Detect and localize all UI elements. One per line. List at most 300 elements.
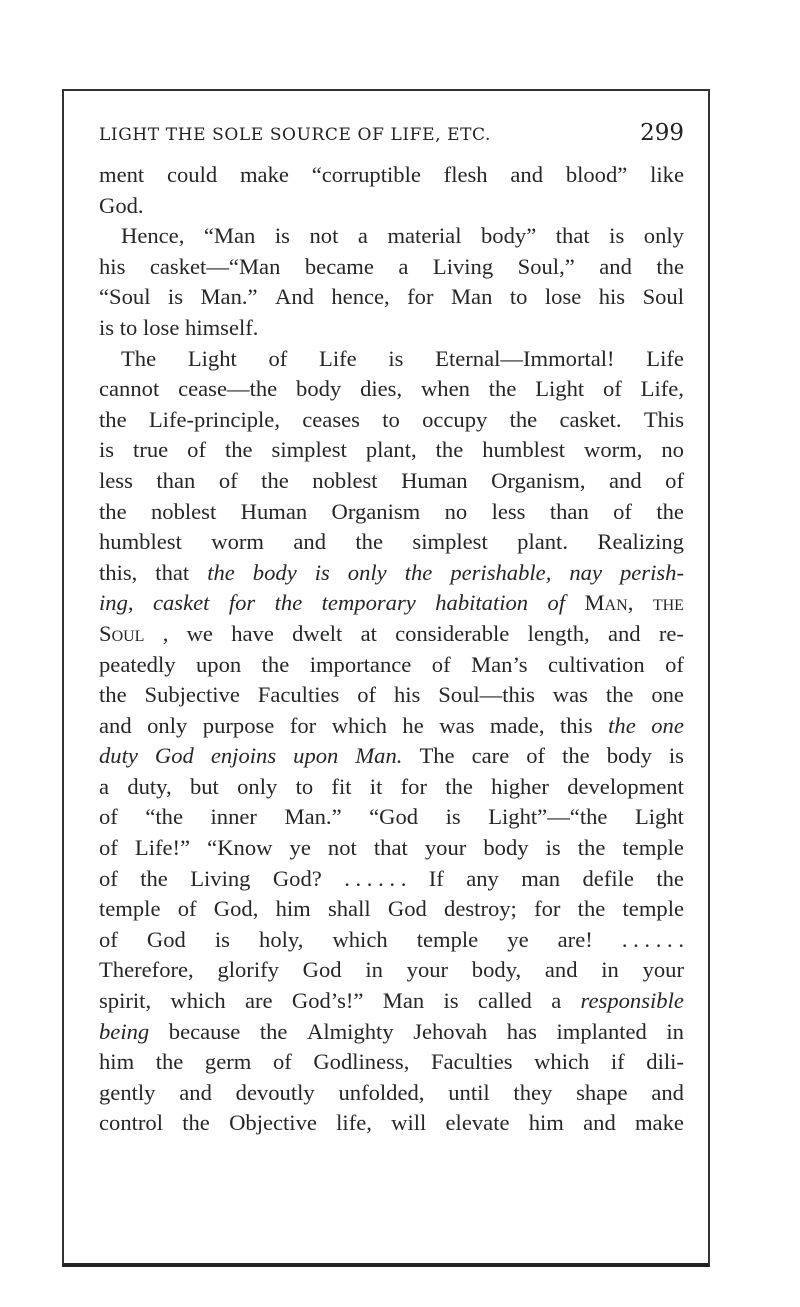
text-word: Hence,: [121, 223, 185, 249]
text-word: the: [577, 835, 606, 861]
text-word: his: [598, 284, 626, 310]
text-word: The: [419, 743, 455, 769]
running-head: [99, 120, 684, 160]
text-word: this,: [99, 559, 138, 585]
text-word: the: [656, 865, 684, 891]
text-word: ceases: [302, 406, 360, 432]
text-word: Life-principle,: [148, 406, 280, 432]
text-word: him: [275, 896, 311, 922]
text-word: cease—the: [178, 376, 278, 402]
text-word: Life: [319, 345, 357, 371]
text-word: “the: [145, 804, 183, 830]
text-word: true: [133, 437, 169, 463]
text-word: upon: [195, 651, 242, 677]
text-word: God.: [99, 192, 144, 218]
text-word: fit: [331, 773, 352, 799]
text-word: for: [400, 773, 427, 799]
text-word: of: [613, 498, 632, 524]
text-word: The: [121, 345, 157, 371]
text-word: than: [549, 498, 589, 524]
text-word: plant,: [365, 437, 417, 463]
text-word: the: [656, 498, 684, 524]
text-word: responsible: [580, 988, 684, 1014]
text-word: and: [544, 957, 578, 983]
text-word: and: [179, 1079, 212, 1105]
text-word: than: [156, 467, 196, 493]
text-word: he: [402, 712, 424, 738]
text-word: habitation: [435, 590, 529, 616]
text-word: which: [170, 988, 226, 1014]
text-word: elevate: [445, 1110, 510, 1136]
body-text: [99, 160, 684, 1139]
text-word: is: [314, 559, 330, 585]
text-word: it: [369, 773, 383, 799]
text-word: God’s!”: [291, 988, 364, 1014]
text-word: noblest: [312, 467, 378, 493]
text-line: [99, 588, 684, 619]
text-line: [99, 802, 684, 833]
text-word: no: [661, 437, 684, 463]
text-word: is: [214, 926, 230, 952]
text-word: the: [656, 253, 684, 279]
text-line: [99, 650, 684, 681]
text-word: no: [444, 498, 468, 524]
text-word: the: [652, 590, 684, 616]
text-word: duty: [99, 743, 138, 769]
text-word: Faculties: [257, 682, 340, 708]
text-line: [99, 282, 684, 313]
text-word: at: [360, 620, 377, 646]
text-word: humblest: [99, 529, 182, 555]
text-word: lose: [544, 284, 582, 310]
text-word: was: [439, 712, 475, 738]
text-word: Soul,”: [517, 253, 575, 279]
text-word: and: [583, 1110, 616, 1136]
text-word: your: [642, 957, 684, 983]
text-word: that: [555, 223, 590, 249]
page-content: [99, 120, 684, 1139]
text-word: body: [252, 559, 297, 585]
text-word: the: [577, 896, 606, 922]
text-line: [99, 619, 684, 650]
text-word: and: [99, 712, 132, 738]
text-word: importance: [309, 651, 412, 677]
text-word: is: [99, 314, 115, 340]
text-line: [99, 1017, 684, 1048]
text-word: higher: [491, 773, 549, 799]
text-word: have: [231, 620, 274, 646]
text-word: your: [406, 957, 449, 983]
text-word: the: [259, 1018, 288, 1044]
text-word: “corruptible: [311, 162, 421, 187]
text-word: flesh: [443, 162, 488, 187]
text-word: of: [357, 682, 377, 708]
text-word: the: [608, 712, 636, 738]
text-line: [99, 558, 684, 589]
text-line: [99, 344, 684, 375]
text-word: This: [643, 406, 684, 432]
text-word: the: [261, 651, 290, 677]
text-word: of: [603, 376, 622, 402]
text-word: cannot: [99, 376, 160, 402]
text-word: of: [99, 804, 118, 830]
text-word: of: [177, 896, 197, 922]
text-word: Living: [432, 253, 494, 279]
text-word: glorify: [217, 957, 279, 983]
text-word: the: [99, 498, 127, 524]
text-word: are!: [557, 926, 593, 952]
text-word: of: [99, 926, 118, 952]
text-line: [99, 466, 684, 497]
text-word: Light”—“the: [488, 804, 608, 830]
text-word: of: [431, 651, 451, 677]
text-line: [99, 1047, 684, 1078]
text-word: of: [99, 835, 118, 861]
text-word: the: [224, 437, 253, 463]
text-word: only: [643, 223, 684, 249]
text-word: God,: [213, 896, 259, 922]
text-word: “Man: [203, 223, 256, 249]
text-word: Man.: [355, 743, 403, 769]
text-word: Eternal—Immortal!: [435, 345, 615, 371]
text-word: dies,: [360, 376, 403, 402]
text-word: like: [650, 162, 684, 187]
text-word: ing,: [99, 590, 134, 616]
text-word: purpose: [202, 712, 275, 738]
text-word: noblest: [150, 498, 217, 524]
text-word: the: [355, 529, 384, 555]
text-word: make: [239, 162, 289, 187]
text-word: shape: [576, 1079, 628, 1105]
text-word: ye: [289, 835, 311, 861]
text-word: Man: [450, 284, 493, 310]
text-word: that: [373, 835, 408, 861]
text-line: [99, 527, 684, 558]
text-word: and: [607, 620, 641, 646]
text-line: [99, 986, 684, 1017]
text-word: God?: [272, 865, 322, 891]
text-word: this: [559, 712, 593, 738]
text-line: [99, 1108, 684, 1139]
text-word: for: [407, 284, 434, 310]
text-word: of: [99, 865, 118, 891]
text-word: the: [445, 773, 473, 799]
text-word: is: [445, 804, 461, 830]
text-word: of: [665, 651, 684, 677]
text-word: and: [293, 529, 326, 555]
text-word: ,: [162, 620, 169, 646]
text-word: body,: [471, 957, 522, 983]
text-word: less: [491, 498, 526, 524]
text-word: God: [387, 896, 427, 922]
text-word: Objective: [229, 1110, 317, 1136]
text-word: are: [244, 988, 273, 1014]
text-word: Man.”: [284, 804, 342, 830]
text-word: because: [168, 1018, 241, 1044]
text-word: the: [509, 406, 538, 432]
text-word: Almighty: [307, 1018, 394, 1044]
text-word: casket—“Man: [149, 253, 281, 279]
text-word: simplest: [412, 529, 488, 555]
text-word: destroy;: [444, 896, 517, 922]
text-word: a: [99, 773, 110, 799]
text-word: plant.: [517, 529, 568, 555]
text-word: of: [272, 1049, 292, 1075]
text-word: life,: [336, 1110, 372, 1136]
text-word: Godliness,: [313, 1049, 410, 1075]
text-line: [99, 894, 684, 925]
text-word: God: [154, 743, 194, 769]
text-word: only: [347, 559, 387, 585]
text-line: [99, 252, 684, 283]
text-word: temple: [622, 835, 684, 861]
text-word: control: [99, 1110, 163, 1136]
text-word: is: [388, 345, 404, 371]
text-word: perish-: [619, 559, 684, 585]
text-word: God: [302, 957, 342, 983]
text-word: body: [296, 376, 342, 402]
text-word: Soul—this: [438, 682, 535, 708]
text-word: Life: [646, 345, 684, 371]
text-word: is: [668, 743, 684, 769]
text-word: Soul: [642, 284, 684, 310]
text-word: himself.: [185, 314, 259, 340]
text-word: holy,: [259, 926, 304, 952]
text-word: to: [382, 406, 400, 432]
text-word: if: [610, 1049, 625, 1075]
text-line: [99, 313, 684, 344]
text-word: is: [167, 284, 183, 310]
text-word: dwelt: [292, 620, 343, 646]
text-word: Realizing: [597, 529, 684, 555]
text-line: [99, 497, 684, 528]
text-word: the: [605, 682, 634, 708]
text-word: we: [186, 620, 213, 646]
text-word: temple: [99, 896, 161, 922]
text-word: gently: [99, 1079, 156, 1105]
text-word: . . . . . .: [344, 865, 407, 891]
text-word: ment: [99, 162, 145, 187]
text-word: unfolded,: [338, 1079, 425, 1105]
text-word: the: [182, 1110, 210, 1136]
text-word: Man.”: [200, 284, 258, 310]
text-word: spirit,: [99, 988, 152, 1014]
text-word: will: [391, 1110, 427, 1136]
text-word: re-: [658, 620, 684, 646]
text-word: considerable: [395, 620, 510, 646]
text-word: casket.: [559, 406, 622, 432]
text-word: of: [526, 743, 546, 769]
text-word: simplest: [271, 437, 347, 463]
text-word: temple: [416, 926, 479, 952]
text-word: not: [327, 835, 357, 861]
text-word: called: [477, 988, 532, 1014]
text-word: has: [506, 1018, 537, 1044]
text-word: worm: [211, 529, 264, 555]
text-word: him: [99, 1049, 135, 1075]
text-word: him: [528, 1110, 564, 1136]
text-word: the: [435, 437, 464, 463]
text-line: [99, 955, 684, 986]
text-word: they: [513, 1079, 553, 1105]
text-word: the: [261, 467, 289, 493]
text-word: is: [99, 437, 115, 463]
text-word: of: [187, 437, 206, 463]
text-word: is: [443, 988, 459, 1014]
text-word: God: [146, 926, 186, 952]
text-word: not: [309, 223, 339, 249]
text-word: became: [304, 253, 374, 279]
text-word: body: [483, 835, 529, 861]
text-word: If: [428, 865, 444, 891]
text-line: [99, 221, 684, 252]
text-word: temple: [622, 896, 684, 922]
text-word: peatedly: [99, 651, 176, 677]
text-word: . . . . . .: [621, 926, 684, 952]
text-word: body: [606, 743, 652, 769]
text-word: the: [99, 406, 127, 432]
text-word: his: [99, 253, 126, 279]
text-word: man: [521, 865, 561, 891]
text-word: which: [534, 1049, 590, 1075]
text-word: which: [331, 712, 387, 738]
text-word: And: [275, 284, 314, 310]
text-word: Human: [401, 467, 468, 493]
text-word: only: [237, 773, 278, 799]
text-word: the: [155, 1049, 184, 1075]
text-word: care: [471, 743, 510, 769]
text-line: [99, 711, 684, 742]
text-word: Man,: [584, 590, 634, 616]
running-head-title: LIGHT THE SOLE SOURCE OF LIFE, ETC.: [99, 125, 492, 145]
text-word: to: [295, 773, 314, 799]
text-line: [99, 680, 684, 711]
page-number: 299: [640, 120, 684, 146]
text-word: for: [228, 590, 256, 616]
text-word: perishable,: [450, 559, 552, 585]
text-word: Therefore,: [99, 957, 194, 983]
text-line: [99, 435, 684, 466]
text-word: a: [551, 988, 562, 1014]
text-line: [99, 374, 684, 405]
text-word: hence,: [331, 284, 390, 310]
text-word: duty,: [127, 773, 172, 799]
text-line: [99, 772, 684, 803]
text-word: only: [147, 712, 188, 738]
text-line: [99, 160, 684, 191]
text-word: the: [140, 865, 168, 891]
text-word: development: [567, 773, 684, 799]
text-word: being: [99, 1018, 150, 1044]
text-word: casket: [152, 590, 210, 616]
text-word: Organism: [331, 498, 421, 524]
text-word: Living: [190, 865, 251, 891]
text-word: germ: [204, 1049, 252, 1075]
text-word: humblest: [482, 437, 566, 463]
text-word: inner: [210, 804, 257, 830]
text-word: your: [424, 835, 467, 861]
text-word: could: [166, 162, 218, 187]
text-word: “Soul: [99, 284, 151, 310]
text-word: lose: [142, 314, 180, 340]
text-word: when: [420, 376, 470, 402]
text-word: Human: [240, 498, 308, 524]
text-word: less: [99, 467, 133, 493]
text-word: Jehovah: [413, 1018, 488, 1044]
text-word: Light: [187, 345, 237, 371]
text-word: but: [189, 773, 219, 799]
text-word: Life,: [640, 376, 684, 402]
text-line: [99, 925, 684, 956]
text-word: a: [398, 253, 409, 279]
text-word: shall: [327, 896, 371, 922]
text-word: to: [119, 314, 138, 340]
text-word: and: [510, 162, 544, 187]
text-word: the: [274, 590, 303, 616]
text-word: to: [509, 284, 528, 310]
text-word: in: [365, 957, 383, 983]
text-word: that: [155, 559, 190, 585]
text-word: material: [387, 223, 462, 249]
text-word: implanted: [556, 1018, 647, 1044]
text-word: a: [357, 223, 368, 249]
text-word: upon: [293, 743, 339, 769]
text-word: of: [665, 467, 684, 493]
text-word: until: [448, 1079, 490, 1105]
text-word: one: [651, 712, 684, 738]
text-line: [99, 741, 684, 772]
text-word: his: [393, 682, 421, 708]
text-word: nay: [569, 559, 602, 585]
text-word: Faculties: [430, 1049, 513, 1075]
text-word: was: [552, 682, 588, 708]
text-word: blood”: [565, 162, 628, 187]
text-word: Life!”: [134, 835, 191, 861]
text-word: Organism,: [491, 467, 586, 493]
text-line: [99, 405, 684, 436]
text-line: [99, 833, 684, 864]
text-word: of: [268, 345, 288, 371]
text-word: Subjective: [144, 682, 240, 708]
text-word: devoutly: [235, 1079, 315, 1105]
text-word: one: [651, 682, 684, 708]
text-word: any: [466, 865, 499, 891]
text-word: in: [666, 1018, 684, 1044]
text-word: dili-: [646, 1049, 684, 1075]
text-word: and: [609, 467, 642, 493]
text-word: length,: [527, 620, 590, 646]
text-word: the: [207, 559, 235, 585]
text-word: occupy: [422, 406, 488, 432]
text-word: the: [562, 743, 590, 769]
text-word: cultivation: [548, 651, 645, 677]
text-word: ye: [507, 926, 529, 952]
text-word: made,: [489, 712, 545, 738]
text-word: worm,: [584, 437, 643, 463]
text-word: the: [99, 682, 127, 708]
text-word: is: [609, 223, 625, 249]
text-word: the: [404, 559, 433, 585]
text-word: which: [332, 926, 388, 952]
text-word: and: [651, 1079, 684, 1105]
text-word: Man’s: [471, 651, 528, 677]
text-word: and: [599, 253, 632, 279]
text-word: “Know: [207, 835, 273, 861]
text-word: is: [545, 835, 561, 861]
text-line: [99, 1078, 684, 1109]
text-line: [99, 191, 684, 222]
text-word: for: [534, 896, 561, 922]
